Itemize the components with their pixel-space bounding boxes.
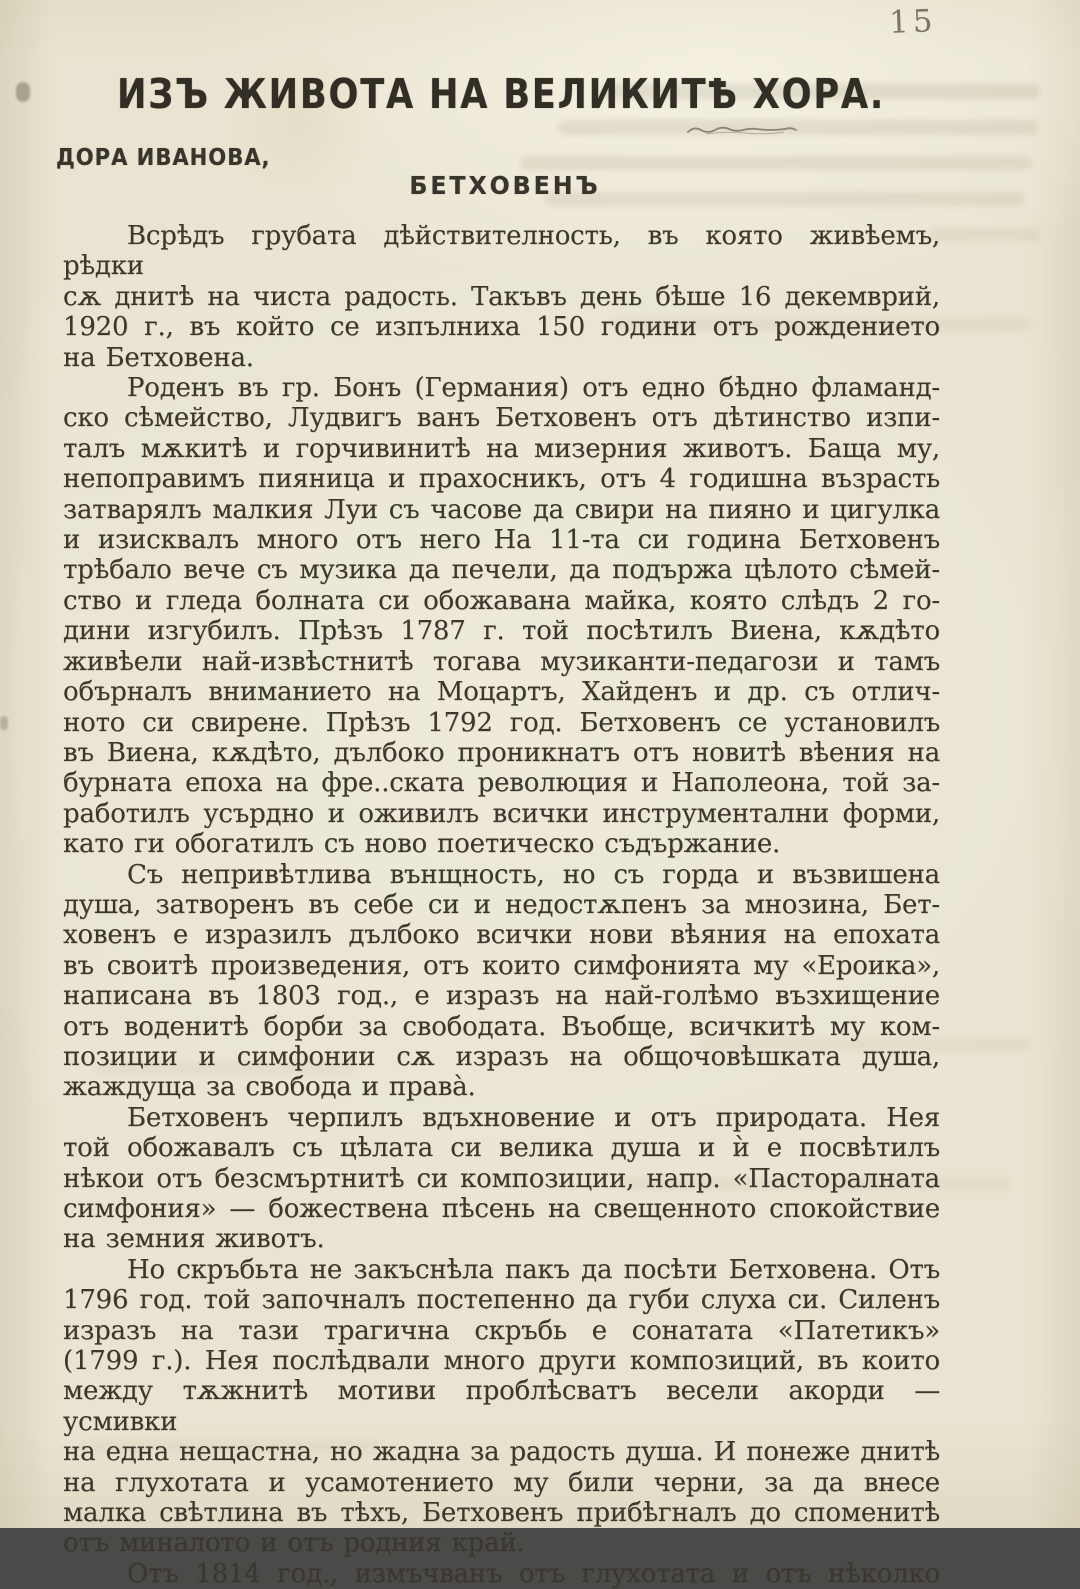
ink-blot (16, 82, 30, 102)
author-byline: ДОРА ИВАНОВА, (56, 145, 271, 171)
text-line: въ своитѣ произведения, отъ които симфонията му «Ероика», (63, 950, 940, 981)
article-heading: БЕТХОВЕНЪ (409, 171, 601, 200)
text-line: ховенъ е изразилъ дълбоко всички нови вѣяния на епохата (63, 920, 940, 951)
text-line: ство и гледа болната си обожавана майка, която слѣдъ 2 го- (63, 585, 940, 616)
text-line: отъ миналото и отъ родния край. (63, 1528, 525, 1559)
text-line: обърналъ вниманието на Моцартъ, Хайденъ и др. съ отлич- (63, 677, 940, 708)
text-line: между тѫжнитѣ мотиви проблѣсватъ весели акорди — усмивки (63, 1376, 940, 1437)
text-line: Но скръбьта не закъснѣла пакъ да посѣти Бетховена. Отъ (127, 1254, 940, 1285)
bleedthrough-smudge (545, 192, 1025, 206)
text-line: написана въ 1803 год., е изразъ на най-голѣмо възхищение (63, 981, 940, 1012)
text-line: живѣели най-извѣстнитѣ тогава музиканти-педагози и тамъ (63, 646, 940, 677)
title-rule-ornament (686, 125, 798, 137)
text-line: трѣбало вече съ музика да печели, да подържа цѣлото сѣмей- (63, 555, 940, 586)
text-line: той обожавалъ съ цѣлата си велика душа и ѝ е посвѣтилъ (63, 1133, 940, 1164)
text-line: малка свѣтлина въ тѣхъ, Бетховенъ прибѣгналъ до споменитѣ (63, 1498, 940, 1529)
text-line: Бетховенъ черпилъ вдъхновение и отъ природата. Нея (127, 1102, 940, 1133)
text-line: работилъ усърдно и оживилъ всички инструментални форми, (63, 798, 940, 829)
paragraph (63, 1255, 940, 1559)
text-line: на земния животъ. (63, 1224, 325, 1255)
text-line: Роденъ въ гр. Бонъ (Германия) отъ едно бѣдно фламанд- (127, 373, 940, 404)
text-line: Всрѣдъ грубата дѣйствителность, въ която живѣемъ, рѣдки (63, 221, 940, 282)
text-line: бурната епоха на фре..ската революция и Наполеона, той за- (63, 768, 940, 799)
text-line: жаждуща за свобода и права̀. (63, 1072, 476, 1103)
paragraph (63, 860, 940, 1103)
paragraph (63, 1559, 940, 1589)
text-line: на една нещастна, но жадна за радость душа. И понеже днитѣ (63, 1437, 940, 1468)
ink-blot (0, 716, 8, 730)
text-line: като ги обогатилъ съ ново поетическо съдържание. (63, 829, 781, 860)
text-line: изразъ на тази трагична скръбь е сонатата «Патетикъ» (63, 1315, 940, 1346)
paragraph (63, 221, 940, 373)
text-line: ско сѣмейство, Лудвигъ ванъ Бетховенъ отъ дѣтинство изпи- (63, 403, 940, 434)
bleedthrough-smudge (558, 120, 1038, 135)
paragraph (63, 373, 940, 860)
text-line: позиции и симфонии сѫ изразъ на общочовѣшката душа, (63, 1041, 940, 1072)
text-line: затварялъ малкия Луи съ часове да свири на пияно и цигулка (63, 494, 940, 525)
text-line: симфония» — божествена пѣсень на свещенното спокойствие (63, 1194, 940, 1224)
bleedthrough-smudge (520, 156, 1032, 170)
page-number: 15 (888, 3, 938, 41)
paragraph (63, 1103, 940, 1255)
text-line: 1796 год. той започналъ постепенно да губи слуха си. Силенъ (63, 1285, 940, 1316)
text-line: (1799 г.). Нея послѣдвали много други композиций, въ които (63, 1346, 940, 1377)
text-line: Съ непривѣтлива вънщность, но съ горда и възвишена (127, 859, 940, 890)
text-line: талъ мѫкитѣ и горчивинитѣ на мизерния животъ. Баща му, (63, 433, 940, 464)
text-line: Отъ 1814 год., измъчванъ отъ глухотата и отъ нѣколко (127, 1558, 940, 1589)
section-title: ИЗЪ ЖИВОТА НА ВЕЛИКИТѢ ХОРА. (116, 70, 886, 118)
text-line: на глухотата и усамотението му били черни, за да внесе (63, 1467, 940, 1498)
text-line: на Бетховена. (63, 342, 254, 373)
text-line: ното си свирене. Прѣзъ 1792 год. Бетховенъ се установилъ (63, 707, 940, 738)
text-line: 1920 г., въ който се изпълниха 150 години отъ рождението (63, 312, 940, 343)
text-line: въ Виена, кѫдѣто, дълбоко проникнатъ отъ новитѣ вѣения на (63, 737, 940, 768)
article-body (63, 221, 940, 1589)
text-line: дини изгубилъ. Прѣзъ 1787 г. той посѣтилъ Виена, кѫдѣто (63, 616, 940, 647)
text-line: душа, затворенъ въ себе си и недостѫпенъ за мнозина, Бет- (63, 889, 940, 920)
text-line: и изисквалъ много отъ него На 11-та си година Бетховенъ (63, 525, 940, 556)
text-line: отъ воденитѣ борби за свободата. Въобще, всичкитѣ му ком- (63, 1011, 940, 1042)
bleedthrough-smudge (930, 228, 1040, 241)
text-line: сѫ днитѣ на чиста радость. Такъвъ день бѣше 16 декемврий, (63, 281, 940, 312)
text-line: нѣкои отъ безсмъртнитѣ си композиции, напр. «Пасторалната (63, 1163, 940, 1194)
text-line: непоправимъ пияница и прахосникъ, отъ 4 годишна възрасть (63, 464, 940, 495)
